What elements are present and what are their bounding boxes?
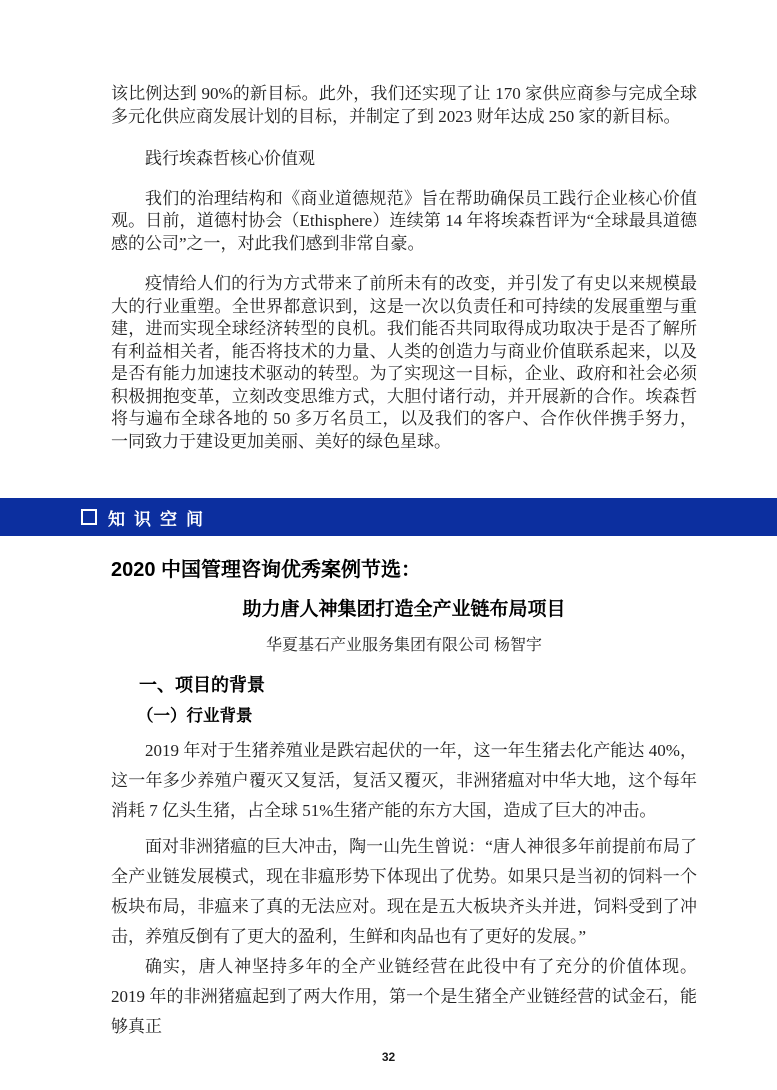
paragraph: 面对非洲猪瘟的巨大冲击，陶一山先生曾说：“唐人神很多年前提前布局了全产业链发展模式，现在非瘟形势下体现出了优势。如果只是当初的饲料一个板块布局，非瘟来了真的无法应对。现在是五大板块齐头并进，饲料受到了冲击，养殖反倒有了更大的盈利，生鲜和肉品也有了更好的发展。” (111, 837, 697, 946)
knowledge-space-banner (0, 498, 777, 536)
paragraph: 该比例达到 90%的新目标。此外，我们还实现了让 170 家供应商参与完成全球多元化供应商发展计划的目标，并制定了到 2023 财年达成 250 家的新目标。 (111, 84, 697, 126)
article-title-line2: 助力唐人神集团打造全产业链布局项目 (242, 599, 566, 620)
article-section (0, 556, 777, 1042)
paragraph: 确实，唐人神坚持多年的全产业链经营在此役中有了充分的价值体现。2019 年的非洲猪瘟起到了两大作用，第一个是生猪全产业链经营的试金石，能够真正 (111, 957, 697, 1036)
paragraph: 践行埃森哲核心价值观 (145, 149, 315, 168)
subsection-heading: （一）行业背景 (137, 707, 253, 725)
article-title-line1: 2020 中国管理咨询优秀案例节选： (111, 559, 422, 581)
article-byline: 华夏基石产业服务集团有限公司 杨智宇 (265, 637, 542, 654)
top-continuation-section (0, 0, 777, 453)
paragraph: 2019 年对于生猪养殖业是跌宕起伏的一年，这一年生猪去化产能达 40%，这一年多少养殖户覆灭又复活，复活又覆灭，非洲猪瘟对中华大地，这个每年消耗 7 亿头生猪，占全球 51%生猪产能的东方大国，造成了巨大的冲击。 (111, 741, 697, 820)
section-heading: 一、项目的背景 (139, 675, 265, 695)
square-outline-icon (81, 509, 97, 525)
paragraph: 疫情给人们的行为方式带来了前所未有的改变，并引发了有史以来规模最大的行业重塑。全世界都意识到，这是一次以负责任和可持续的发展重塑与重建，进而实现全球经济转型的良机。我们能否共同取得成功取决于是否了解所有利益相关者，能否将技术的力量、人类的创造力与商业价值联系起来，以及是否有能力加速技术驱动的转型。为了实现这一目标，企业、政府和社会必须积极拥抱变革，立刻改变思维方式，大胆付诸行动，并开展新的合作。埃森哲将与遍布全球各地的 50 多万名员工，以及我们的客户、合作伙伴携手努力，一同致力于建设更加美丽、美好的绿色星球。 (111, 274, 697, 451)
page-number: 32 (381, 1050, 396, 1064)
paragraph: 我们的治理结构和《商业道德规范》旨在帮助确保员工践行企业核心价值观。日前，道德村协会（Ethisphere）连续第 14 年将埃森哲评为“全球最具道德感的公司”之一，对此我们感到非常自豪。 (111, 188, 697, 253)
banner-title: 知识空间 (108, 509, 212, 529)
